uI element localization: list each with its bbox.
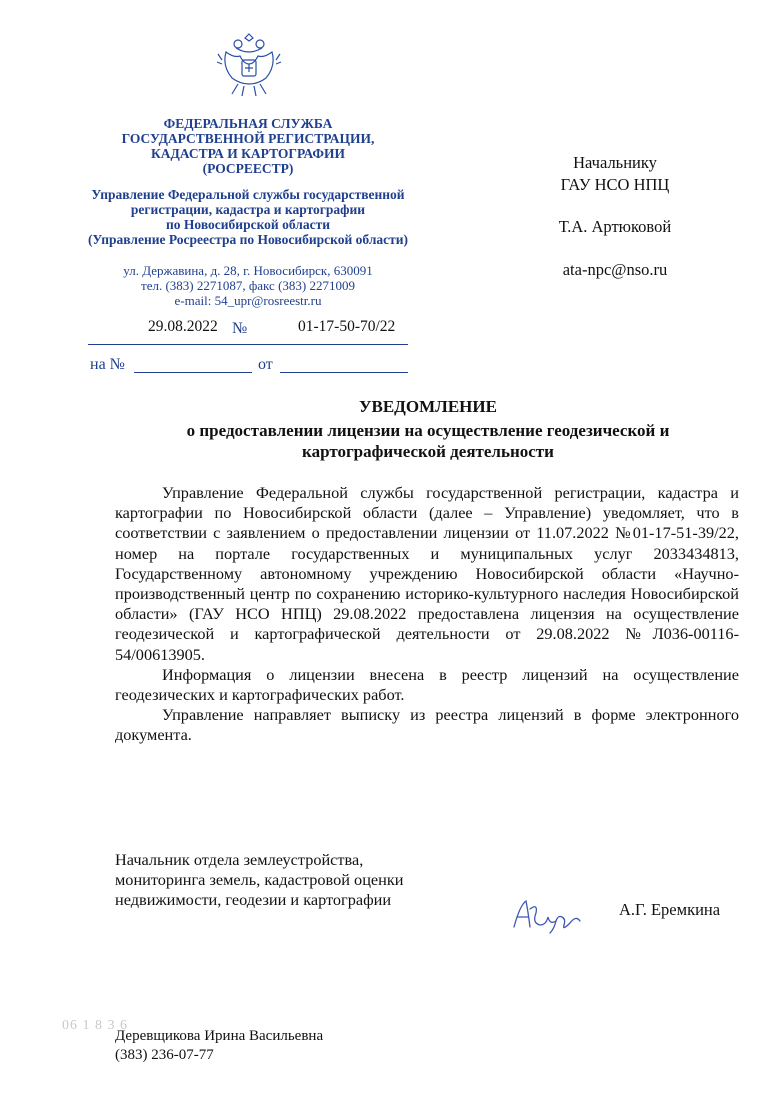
contact-phone: (383) 236-07-77 — [115, 1047, 214, 1063]
contact-name: Деревщикова Ирина Васильевна — [115, 1028, 324, 1044]
document-subtitle — [118, 420, 738, 462]
agency-line: КАДАСТРА И КАРТОГРАФИИ — [150, 146, 346, 161]
agency-line: (РОСРЕЕСТР) — [202, 161, 294, 176]
department-line: по Новосибирской области — [166, 217, 330, 232]
handwritten-signature — [508, 893, 588, 937]
department-line: Управление Федеральной службы государственной — [91, 187, 405, 202]
subtitle-line: о предоставлении лицензии на осуществление геодезической и — [186, 421, 670, 440]
addressee-email: ata-npc@nso.ru — [562, 260, 668, 279]
faint-stamp: 06 1 8 3 6 — [62, 1018, 128, 1033]
agency-line: ГОСУДАРСТВЕННОЙ РЕГИСТРАЦИИ, — [121, 131, 375, 146]
body-paragraph: Информация о лицензии внесена в реестр лицензий на осуществление геодезических и картографических работ. — [115, 664, 739, 705]
addressee-title: Начальнику — [573, 153, 657, 172]
body-paragraph: Управление направляет выписку из реестра лицензий в форме электронного документа. — [115, 705, 739, 745]
addressee-organization: ГАУ НСО НПЦ — [560, 175, 670, 194]
reference-number-label: на № — [90, 356, 125, 373]
department-line: регистрации, кадастра и картографии — [130, 202, 366, 217]
agency-address — [78, 263, 418, 308]
contact-block — [115, 1027, 323, 1065]
phone-line: тел. (383) 2271087, факс (383) 2271009 — [141, 278, 355, 293]
reference-date-blank — [280, 372, 408, 373]
position-line: Начальник отдела землеустройства, — [115, 850, 364, 869]
body-paragraph: Управление Федеральной службы государственной регистрации, кадастра и картографии по Новосибирской области (далее – Управление) уведомляет, что в соответствии с заявлением о предоставлении лицензии от 11.07.2022 №01-17-51-39/22, номер на портале государственных и муниципальных услуг 2033434813, Государственному автономному учреждению Новосибирской области «Научно-производственный центр по сохранению историко-культурного наследия Новосибирской области» (ГАУ НСО НПЦ) 29.08.2022 предоставлена лицензия на осуществление геодезической и картографической деятельности от 29.08.2022 №Л036-00116-54/00613905. — [115, 483, 739, 664]
department-line: (Управление Росреестра по Новосибирской области) — [87, 232, 409, 247]
document-title: УВЕДОМЛЕНИЕ — [359, 397, 497, 416]
emblem-icon — [216, 30, 282, 102]
addressee-name: Т.А. Артюковой — [558, 217, 672, 236]
position-line: мониторинга земель, кадастровой оценки — [115, 870, 404, 890]
document-body — [115, 483, 739, 746]
agency-name — [78, 116, 418, 176]
reference-number-blank — [134, 372, 252, 373]
signatory-position — [115, 850, 475, 911]
department-name — [78, 187, 418, 247]
subtitle-line: картографической деятельности — [302, 442, 554, 461]
agency-line: ФЕДЕРАЛЬНАЯ СЛУЖБА — [163, 116, 333, 131]
outgoing-number: 01-17-50-70/22 — [298, 318, 396, 335]
number-label: № — [232, 320, 248, 337]
signatory-name: А.Г. Еремкина — [619, 900, 721, 919]
address-line: ул. Державина, д. 28, г. Новосибирск, 630091 — [123, 263, 373, 278]
outgoing-date: 29.08.2022 — [148, 318, 218, 335]
email-line: e-mail: 54_upr@rosreestr.ru — [174, 293, 322, 308]
reference-date-label: от — [258, 356, 273, 373]
position-line: недвижимости, геодезии и картографии — [115, 890, 392, 910]
